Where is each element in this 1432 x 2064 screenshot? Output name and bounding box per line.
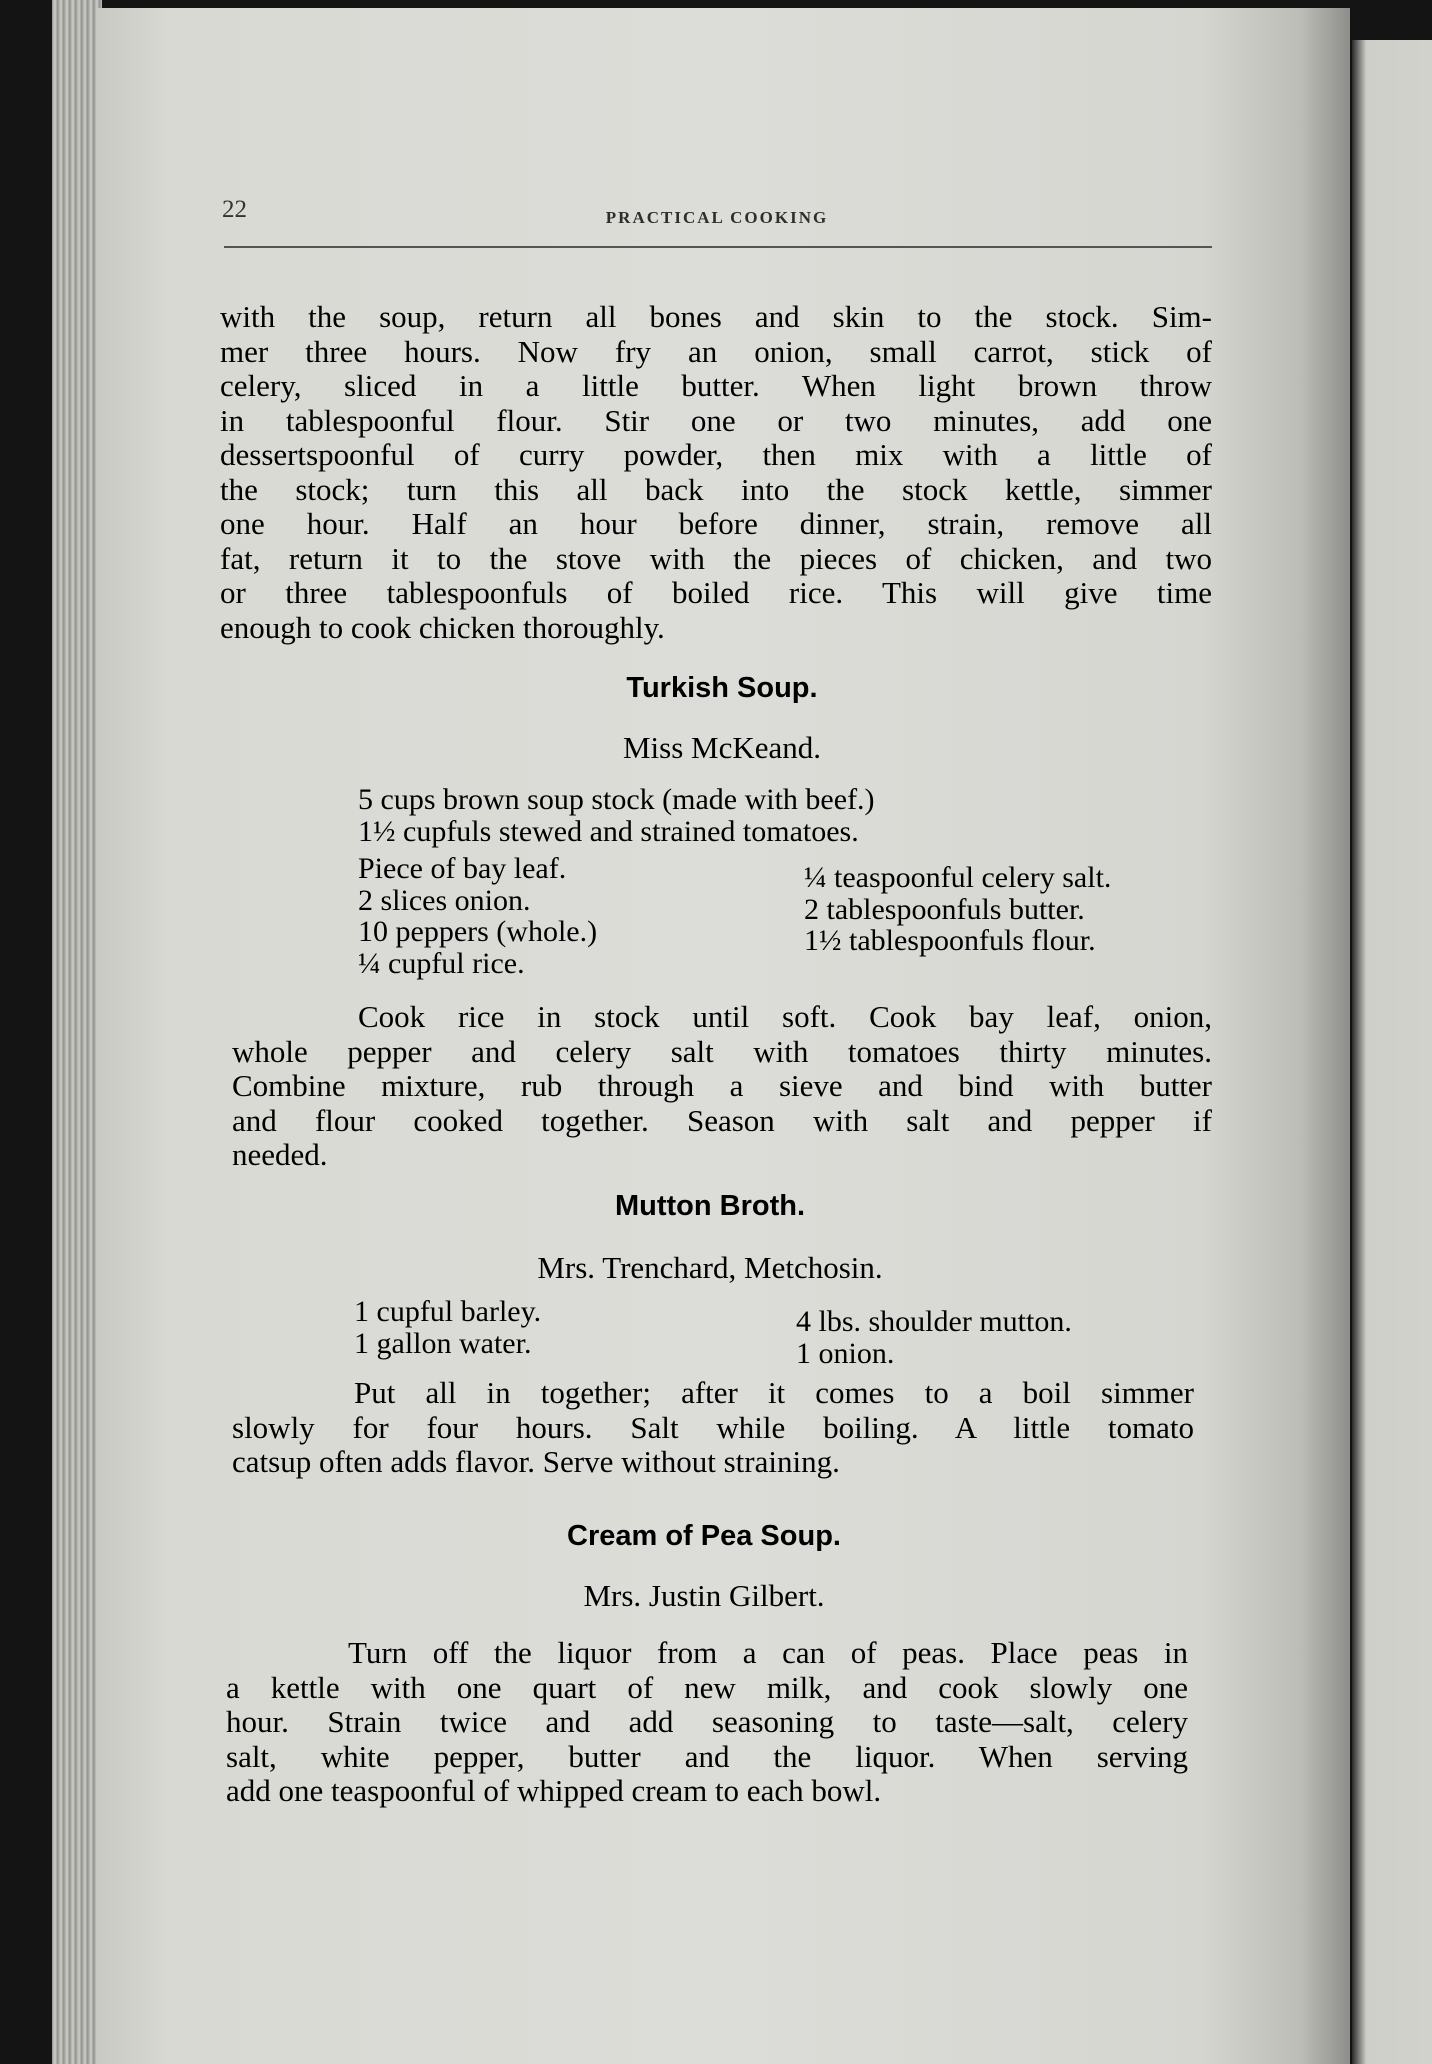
- ingredient-item: 1½ cupfuls stewed and strained tomatoes.: [358, 814, 859, 848]
- text-line: Turn off the liquor from a can of peas. Place peas in: [348, 1636, 1188, 1670]
- header-rule: [224, 246, 1212, 248]
- ingredient-item: ¼ cupful rice.: [358, 946, 525, 980]
- ingredient-item: 2 tablespoonfuls butter.: [804, 892, 1085, 926]
- ingredient-list-full-width: [358, 784, 875, 847]
- ingredient-list-right: [804, 862, 1111, 957]
- text-line: needed.: [232, 1138, 328, 1172]
- recipe-title-turkish-soup: Turkish Soup.: [626, 672, 818, 704]
- recipe-author-cream-of-pea-soup: Mrs. Justin Gilbert.: [583, 1578, 825, 1613]
- ingredient-item: 10 peppers (whole.): [358, 915, 598, 948]
- text-line: in tablespoonful flour. Stir one or two minutes, add one: [220, 403, 1212, 438]
- recipe-title-cream-of-pea-soup: Cream of Pea Soup.: [567, 1520, 841, 1552]
- ingredient-item: 1½ tablespoonfuls flour.: [804, 924, 1096, 957]
- text-line: slowly for four hours. Salt while boiling. A little tomato: [232, 1410, 1194, 1445]
- text-line: hour. Strain twice and add seasoning to taste—salt, celery: [226, 1705, 1188, 1739]
- page-header: [222, 196, 1212, 236]
- ingredient-list-left: [358, 853, 597, 979]
- recipe-directions-cream-of-pea-soup: [226, 1636, 1188, 1809]
- recipe-directions-mutton-broth: [232, 1376, 1194, 1480]
- ingredient-item: 4 lbs. shoulder mutton.: [796, 1305, 1072, 1338]
- text-line: one hour. Half an hour before dinner, strain, remove all: [220, 507, 1212, 541]
- recipe-author-turkish-soup: Miss McKeand.: [622, 730, 822, 765]
- text-line: mer three hours. Now fry an onion, small carrot, stick of: [220, 334, 1212, 369]
- ingredient-item: 1 cupful barley.: [354, 1295, 542, 1328]
- page-number: 22: [222, 196, 247, 223]
- text-line: Put all in together; after it comes to a boil simmer: [354, 1376, 1194, 1410]
- text-line: the stock; turn this all back into the stock kettle, simmer: [220, 472, 1212, 507]
- ingredient-item: 1 gallon water.: [354, 1326, 532, 1360]
- text-line: whole pepper and celery salt with tomatoes thirty minutes.: [232, 1034, 1212, 1069]
- text-line: or three tablespoonfuls of boiled rice. This will give time: [220, 576, 1212, 610]
- recipe-title-mutton-broth: Mutton Broth.: [614, 1190, 806, 1222]
- ingredient-item: 1 onion.: [796, 1336, 895, 1370]
- intro-paragraph: [220, 300, 1212, 645]
- facing-page-edge: [1352, 40, 1432, 2064]
- text-line: celery, sliced in a little butter. When light brown throw: [220, 369, 1212, 403]
- ingredient-list-left: [354, 1296, 541, 1359]
- text-line: a kettle with one quart of new milk, and cook slowly one: [226, 1670, 1188, 1705]
- ingredient-item: ¼ teaspoonful celery salt.: [804, 861, 1112, 894]
- text-line: Combine mixture, rub through a sieve and bind with butter: [232, 1069, 1212, 1103]
- ingredient-list-right: [796, 1306, 1072, 1369]
- ingredient-item: 2 slices onion.: [358, 883, 531, 917]
- ingredient-item: Piece of bay leaf.: [358, 852, 567, 885]
- text-line: fat, return it to the stove with the pieces of chicken, and two: [220, 541, 1212, 576]
- recipe-directions-turkish-soup: [232, 1000, 1212, 1173]
- recipe-author-mutton-broth: Mrs. Trenchard, Metchosin.: [537, 1250, 883, 1285]
- ingredient-item: 5 cups brown soup stock (made with beef.): [358, 783, 875, 816]
- text-line: dessertspoonful of curry powder, then mix with a little of: [220, 438, 1212, 472]
- text-line: with the soup, return all bones and skin to the stock. Sim-: [220, 300, 1212, 334]
- text-line: salt, white pepper, butter and the liquor. When serving: [226, 1739, 1188, 1774]
- text-line: add one teaspoonful of whipped cream to each bowl.: [226, 1774, 882, 1808]
- text-line: catsup often adds flavor. Serve without straining.: [232, 1445, 840, 1479]
- text-line: enough to cook chicken thoroughly.: [220, 610, 665, 645]
- text-line: Cook rice in stock until soft. Cook bay leaf, onion,: [358, 1000, 1212, 1034]
- text-line: and flour cooked together. Season with salt and pepper if: [232, 1103, 1212, 1138]
- book-page-edges: [52, 0, 102, 2064]
- running-head: PRACTICAL COOKING: [605, 208, 829, 227]
